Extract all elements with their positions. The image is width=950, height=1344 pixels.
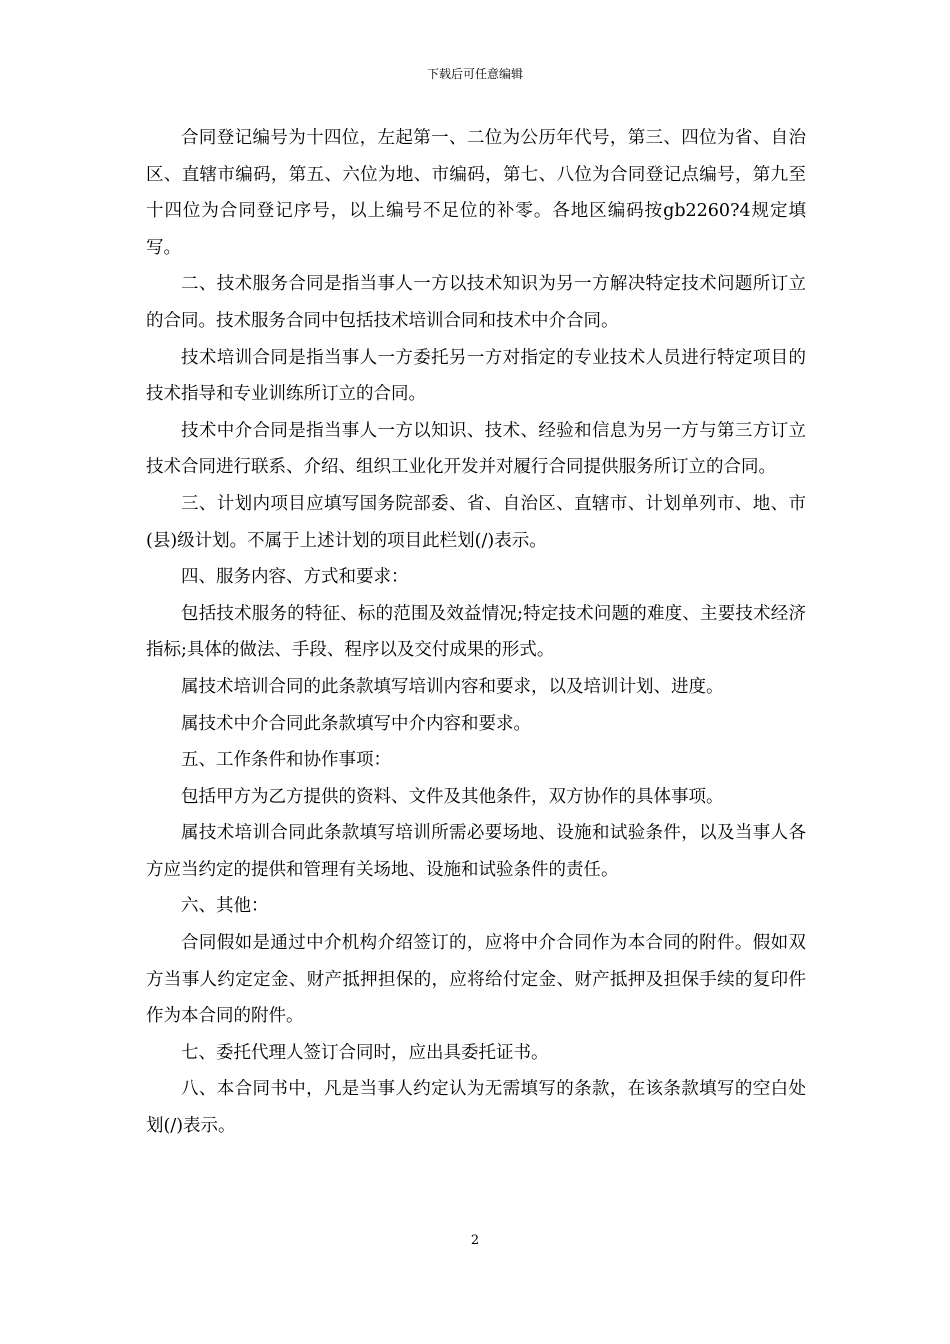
- paragraph-section-7: 七、委托代理人签订合同时，应出具委托证书。: [181, 1042, 549, 1063]
- paragraph-section-8: 八、本合同书中，凡是当事人约定认为无需填写的条款，在该条款填写的空白处划(/)表示。: [146, 1079, 806, 1137]
- section-heading-4: 四、服务内容、方式和要求：: [181, 567, 409, 588]
- paragraph-registration-number: 合同登记编号为十四位，左起第一、二位为公历年代号，第三、四位为省、自治区、直辖市编码，第五、六位为地、市编码，第七、八位为合同登记点编号，第九至十四位为合同登记序号，以上编号不足位的补零。各地区编码按gb2260?4规定填写。: [146, 128, 806, 258]
- paragraph-service-content: 包括技术服务的特征、标的范围及效益情况;特定技术问题的难度、主要技术经济指标;具体的做法、手段、程序以及交付成果的形式。: [146, 603, 806, 661]
- paragraph-work-conditions: 包括甲方为乙方提供的资料、文件及其他条件，双方协作的具体事项。: [181, 786, 724, 807]
- paragraph-intermediary-clause: 属技术中介合同此条款填写中介内容和要求。: [181, 713, 531, 734]
- page-header: 下载后可任意编辑: [426, 67, 523, 81]
- section-heading-6: 六、其他：: [181, 896, 269, 917]
- paragraph-section-2: 二、技术服务合同是指当事人一方以技术知识为另一方解决特定技术问题所订立的合同。技术服务合同中包括技术培训合同和技术中介合同。: [146, 274, 806, 331]
- paragraph-section-3: 三、计划内项目应填写国务院部委、省、自治区、直辖市、计划单列市、地、市(县)级计划。不属于上述计划的项目此栏划(/)表示。: [146, 493, 806, 551]
- section-heading-5: 五、工作条件和协作事项：: [181, 750, 391, 771]
- paragraph-intermediary-contract: 技术中介合同是指当事人一方以知识、技术、经验和信息为另一方与第三方订立技术合同进行联系、介绍、组织工业化开发并对履行合同提供服务所订立的合同。: [146, 420, 806, 478]
- paragraph-attachments: 合同假如是通过中介机构介绍签订的，应将中介合同作为本合同的附件。假如双方当事人约定定金、财产抵押担保的，应将给付定金、财产抵押及担保手续的复印件作为本合同的附件。: [146, 933, 806, 1027]
- paragraph-training-contract: 技术培训合同是指当事人一方委托另一方对指定的专业技术人员进行特定项目的技术指导和专业训练所订立的合同。: [146, 347, 806, 405]
- page-number: 2: [470, 1233, 480, 1248]
- paragraph-training-facilities: 属技术培训合同此条款填写培训所需必要场地、设施和试验条件，以及当事人各方应当约定的提供和管理有关场地、设施和试验条件的责任。: [146, 823, 806, 880]
- paragraph-training-clause: 属技术培训合同的此条款填写培训内容和要求，以及培训计划、进度。: [181, 676, 724, 697]
- document-body: [146, 120, 806, 1145]
